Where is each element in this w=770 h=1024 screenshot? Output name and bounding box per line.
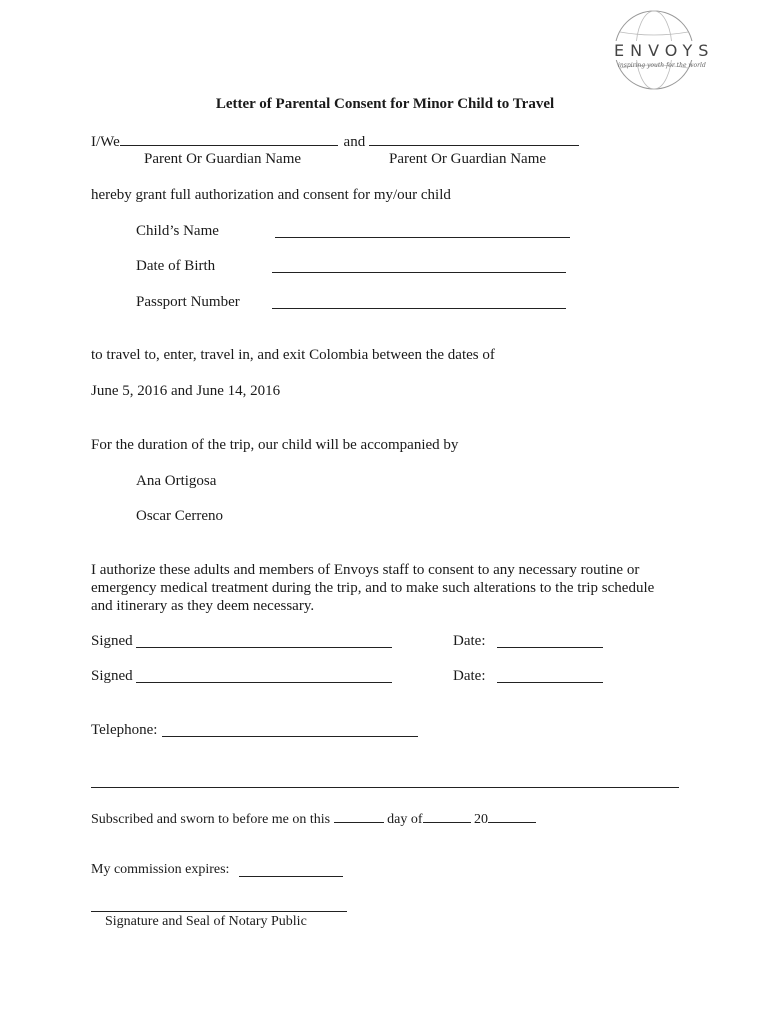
telephone-field[interactable]	[162, 736, 418, 737]
authorize-line-3: and itinerary as they deem necessary.	[91, 598, 315, 614]
day-of-text: day of	[387, 812, 423, 827]
date-field-2[interactable]	[497, 682, 603, 683]
signed-label-1: Signed	[91, 633, 133, 649]
travel-dates: June 5, 2016 and June 14, 2016	[91, 383, 281, 399]
subscribed-text: Subscribed and sworn to before me on this	[91, 812, 331, 827]
notary-year-field[interactable]	[488, 809, 536, 823]
authorize-line-1: I authorize these adults and members of Envoys staff to consent to any necessary routine or	[91, 562, 640, 578]
logo-tagline: inspiring youth for the world	[618, 62, 706, 69]
section-divider	[91, 787, 679, 788]
notary-signature-field[interactable]	[91, 911, 347, 912]
dob-field[interactable]	[272, 272, 566, 273]
envoys-logo	[612, 8, 715, 92]
notary-day-field[interactable]	[334, 809, 384, 823]
signature-field-1[interactable]	[136, 647, 392, 648]
date-label-1: Date:	[453, 633, 486, 649]
telephone-label: Telephone:	[91, 722, 158, 738]
notary-signature-label: Signature and Seal of Notary Public	[105, 914, 307, 929]
parent1-name-field[interactable]	[120, 131, 338, 146]
logo-name: ENVOYS	[614, 41, 715, 60]
signature-field-2[interactable]	[136, 682, 392, 683]
document-title: Letter of Parental Consent for Minor Child to Travel	[215, 96, 555, 112]
commission-text: My commission expires:	[91, 862, 230, 877]
child-name-field[interactable]	[275, 237, 570, 238]
notary-month-field[interactable]	[423, 809, 471, 823]
passport-label: Passport Number	[136, 294, 240, 310]
date-field-1[interactable]	[497, 647, 603, 648]
travel-sentence: to travel to, enter, travel in, and exit Colombia between the dates of	[91, 347, 495, 363]
parent2-name-field[interactable]	[369, 131, 579, 146]
passport-field[interactable]	[272, 308, 566, 309]
parent2-label: Parent Or Guardian Name	[389, 151, 547, 167]
authorize-line-2: emergency medical treatment during the trip, and to make such alterations to the trip schedule	[91, 580, 655, 596]
parent1-label: Parent Or Guardian Name	[144, 151, 302, 167]
year-prefix: 20	[474, 812, 489, 827]
signed-label-2: Signed	[91, 668, 133, 684]
child-name-label: Child’s Name	[136, 223, 219, 239]
parents-prefix: I/We	[91, 134, 120, 150]
parents-line	[91, 131, 579, 151]
notary-subscribed	[91, 809, 536, 829]
adult-2: Oscar Cerreno	[136, 508, 224, 524]
accompaniment-sentence: For the duration of the trip, our child will be accompanied by	[91, 437, 459, 453]
dob-label: Date of Birth	[136, 258, 216, 274]
parents-connector: and	[343, 134, 366, 150]
authorization-text: hereby grant full authorization and consent for my/our child	[91, 187, 451, 203]
commission-field[interactable]	[239, 876, 343, 877]
adult-1: Ana Ortigosa	[136, 473, 217, 489]
date-label-2: Date:	[453, 668, 486, 684]
